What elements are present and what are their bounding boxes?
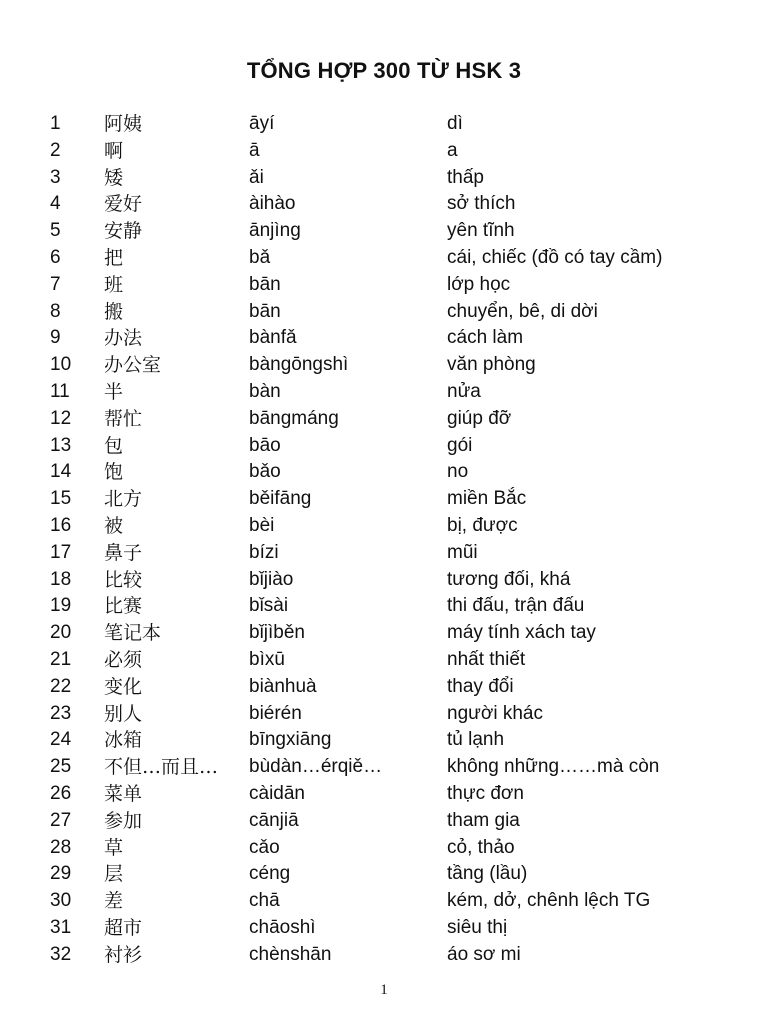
entry-number: 2 bbox=[50, 139, 61, 161]
vocab-row bbox=[0, 111, 768, 137]
entry-pinyin: bǎ bbox=[249, 247, 271, 268]
entry-hanzi: 别人 bbox=[104, 702, 143, 725]
entry-pinyin: cānjiā bbox=[249, 809, 299, 831]
vocab-row bbox=[0, 942, 768, 968]
entry-meaning: dì bbox=[447, 113, 463, 134]
vocab-row bbox=[0, 165, 768, 191]
entry-pinyin: bāngmáng bbox=[249, 407, 339, 429]
entry-pinyin: bànfǎ bbox=[249, 327, 297, 349]
entry-meaning: cỏ, thảo bbox=[447, 836, 515, 858]
entry-number: 5 bbox=[50, 220, 61, 242]
entry-meaning: tương đối, khá bbox=[447, 568, 571, 590]
entry-number: 23 bbox=[50, 702, 72, 724]
entry-meaning: người khác bbox=[447, 702, 543, 724]
entry-meaning: thấp bbox=[447, 166, 484, 188]
entry-pinyin: bàn bbox=[249, 381, 281, 402]
vocab-row bbox=[0, 808, 768, 834]
entry-pinyin: biànhuà bbox=[249, 675, 317, 697]
entry-number: 12 bbox=[50, 407, 72, 429]
vocab-row bbox=[0, 647, 768, 673]
entry-meaning: tham gia bbox=[447, 809, 520, 831]
entry-hanzi: 不但…而且… bbox=[104, 756, 219, 779]
entry-meaning: áo sơ mi bbox=[447, 943, 521, 965]
vocab-row bbox=[0, 540, 768, 566]
entry-hanzi: 班 bbox=[104, 273, 124, 296]
entry-number: 31 bbox=[50, 917, 72, 938]
entry-pinyin: chāoshì bbox=[249, 917, 316, 938]
vocab-row bbox=[0, 701, 768, 727]
entry-hanzi: 超市 bbox=[104, 917, 143, 939]
vocab-row bbox=[0, 486, 768, 512]
entry-pinyin: bǐsài bbox=[249, 595, 289, 617]
entry-meaning: giúp đỡ bbox=[447, 407, 512, 429]
entry-meaning: nhất thiết bbox=[447, 649, 526, 670]
entry-pinyin: bìxū bbox=[249, 649, 285, 670]
entry-pinyin: cǎo bbox=[249, 836, 280, 858]
entry-pinyin: bùdàn…érqiě… bbox=[249, 756, 383, 778]
vocab-row bbox=[0, 513, 768, 539]
entry-number: 15 bbox=[50, 488, 72, 510]
entry-meaning: thực đơn bbox=[447, 783, 524, 804]
entry-pinyin: āyí bbox=[249, 113, 275, 134]
entry-number: 19 bbox=[50, 595, 72, 617]
entry-number: 32 bbox=[50, 943, 72, 965]
entry-pinyin: bàngōngshì bbox=[249, 354, 349, 376]
entry-meaning: miền Bắc bbox=[447, 488, 527, 510]
vocab-row bbox=[0, 406, 768, 432]
entry-hanzi: 菜单 bbox=[104, 783, 143, 805]
entry-hanzi: 办公室 bbox=[104, 354, 162, 377]
entry-pinyin: běifāng bbox=[249, 488, 312, 510]
entry-hanzi: 半 bbox=[104, 381, 124, 403]
entry-pinyin: bāo bbox=[249, 434, 281, 456]
entry-number: 11 bbox=[50, 381, 70, 402]
entry-pinyin: bǐjiào bbox=[249, 568, 294, 590]
vocab-row bbox=[0, 781, 768, 807]
vocab-row bbox=[0, 593, 768, 619]
entry-number: 10 bbox=[50, 354, 72, 376]
vocab-row bbox=[0, 727, 768, 753]
entry-meaning: mũi bbox=[447, 541, 478, 563]
entry-hanzi: 必须 bbox=[104, 649, 143, 671]
entry-pinyin: bān bbox=[249, 273, 281, 295]
entry-number: 25 bbox=[50, 756, 72, 778]
entry-pinyin: ā bbox=[249, 139, 260, 161]
entry-meaning: tủ lạnh bbox=[447, 729, 505, 751]
entry-hanzi: 阿姨 bbox=[104, 113, 143, 135]
entry-meaning: sở thích bbox=[447, 193, 516, 215]
entry-meaning: no bbox=[447, 461, 469, 483]
entry-meaning: bị, được bbox=[447, 515, 518, 536]
entry-meaning: cách làm bbox=[447, 327, 524, 349]
entry-number: 24 bbox=[50, 729, 72, 751]
vocab-row bbox=[0, 915, 768, 941]
vocab-row bbox=[0, 352, 768, 378]
entry-meaning: yên tĩnh bbox=[447, 220, 515, 242]
entry-hanzi: 冰箱 bbox=[104, 729, 143, 752]
entry-hanzi: 草 bbox=[104, 836, 124, 859]
vocab-row bbox=[0, 299, 768, 325]
entry-hanzi: 比赛 bbox=[104, 595, 143, 618]
vocab-row bbox=[0, 325, 768, 351]
vocab-row bbox=[0, 754, 768, 780]
vocab-row bbox=[0, 459, 768, 485]
entry-hanzi: 层 bbox=[104, 863, 124, 886]
entry-pinyin: ānjìng bbox=[249, 220, 301, 242]
entry-meaning: không những……mà còn bbox=[447, 756, 660, 778]
entry-meaning: lớp học bbox=[447, 273, 511, 295]
entry-meaning: thay đổi bbox=[447, 675, 514, 697]
entry-number: 20 bbox=[50, 622, 72, 644]
entry-hanzi: 把 bbox=[104, 247, 124, 269]
vocab-row bbox=[0, 567, 768, 593]
entry-meaning: máy tính xách tay bbox=[447, 622, 596, 644]
vocab-row bbox=[0, 272, 768, 298]
entry-hanzi: 笔记本 bbox=[104, 622, 162, 645]
vocab-row bbox=[0, 861, 768, 887]
entry-number: 7 bbox=[50, 273, 61, 295]
entry-pinyin: bǐjìběn bbox=[249, 622, 305, 644]
vocab-row bbox=[0, 379, 768, 405]
entry-number: 16 bbox=[50, 515, 72, 536]
entry-hanzi: 衬衫 bbox=[104, 943, 143, 966]
entry-number: 6 bbox=[50, 247, 61, 268]
entry-number: 8 bbox=[50, 300, 61, 322]
vocab-row bbox=[0, 218, 768, 244]
entry-hanzi: 饱 bbox=[104, 461, 124, 484]
entry-meaning: gói bbox=[447, 434, 473, 456]
entry-meaning: a bbox=[447, 139, 458, 161]
page-title: TỔNG HỢP 300 TỪ HSK 3 bbox=[246, 58, 522, 83]
entry-hanzi: 啊 bbox=[104, 139, 124, 162]
entry-pinyin: chā bbox=[249, 890, 280, 912]
entry-number: 13 bbox=[50, 434, 72, 456]
entry-meaning: cái, chiếc (đồ có tay cầm) bbox=[447, 247, 663, 268]
entry-meaning: nửa bbox=[447, 381, 481, 402]
entry-number: 30 bbox=[50, 890, 72, 912]
entry-hanzi: 包 bbox=[104, 434, 124, 457]
entry-meaning: văn phòng bbox=[447, 354, 536, 376]
entry-hanzi: 北方 bbox=[104, 488, 143, 511]
vocab-row bbox=[0, 888, 768, 914]
entry-pinyin: ǎi bbox=[249, 166, 264, 188]
entry-pinyin: bízi bbox=[249, 541, 279, 563]
entry-meaning: chuyển, bê, di dời bbox=[447, 300, 598, 322]
entry-number: 3 bbox=[50, 166, 61, 188]
vocab-row bbox=[0, 835, 768, 861]
entry-number: 1 bbox=[50, 113, 61, 134]
entry-pinyin: càidān bbox=[249, 783, 305, 804]
entry-number: 28 bbox=[50, 836, 72, 858]
entry-hanzi: 办法 bbox=[104, 327, 143, 350]
vocab-row bbox=[0, 245, 768, 271]
entry-hanzi: 爱好 bbox=[104, 193, 143, 216]
entry-pinyin: céng bbox=[249, 863, 291, 885]
entry-hanzi: 矮 bbox=[104, 166, 124, 189]
entry-number: 29 bbox=[50, 863, 72, 885]
vocab-row bbox=[0, 620, 768, 646]
entry-number: 17 bbox=[50, 541, 72, 563]
entry-meaning: kém, dở, chênh lệch TG bbox=[447, 890, 651, 912]
entry-hanzi: 参加 bbox=[104, 809, 143, 832]
entry-number: 4 bbox=[50, 193, 61, 215]
entry-pinyin: biérén bbox=[249, 702, 302, 724]
entry-hanzi: 变化 bbox=[104, 675, 143, 698]
entry-hanzi: 比较 bbox=[104, 568, 143, 591]
entry-number: 9 bbox=[50, 327, 61, 349]
entry-pinyin: bīngxiāng bbox=[249, 729, 332, 751]
vocab-row bbox=[0, 674, 768, 700]
page-number: 1 bbox=[380, 982, 388, 998]
entry-number: 27 bbox=[50, 809, 72, 831]
entry-pinyin: bèi bbox=[249, 515, 275, 536]
entry-hanzi: 被 bbox=[104, 515, 124, 537]
entry-hanzi: 安静 bbox=[104, 220, 143, 243]
entry-hanzi: 鼻子 bbox=[104, 541, 143, 564]
entry-meaning: tầng (lầu) bbox=[447, 863, 528, 885]
entry-pinyin: bǎo bbox=[249, 461, 281, 483]
vocab-row bbox=[0, 191, 768, 217]
entry-number: 22 bbox=[50, 675, 72, 697]
entry-number: 21 bbox=[50, 649, 72, 670]
entry-pinyin: àihào bbox=[249, 193, 296, 215]
entry-number: 26 bbox=[50, 783, 72, 804]
entry-number: 14 bbox=[50, 461, 72, 483]
entry-meaning: siêu thị bbox=[447, 917, 508, 938]
vocab-row bbox=[0, 138, 768, 164]
vocab-row bbox=[0, 433, 768, 459]
entry-pinyin: chènshān bbox=[249, 943, 332, 965]
entry-hanzi: 搬 bbox=[104, 300, 124, 323]
entry-pinyin: bān bbox=[249, 300, 281, 322]
entry-number: 18 bbox=[50, 568, 72, 590]
entry-hanzi: 差 bbox=[104, 890, 124, 913]
entry-meaning: thi đấu, trận đấu bbox=[447, 595, 585, 617]
entry-hanzi: 帮忙 bbox=[104, 407, 143, 430]
